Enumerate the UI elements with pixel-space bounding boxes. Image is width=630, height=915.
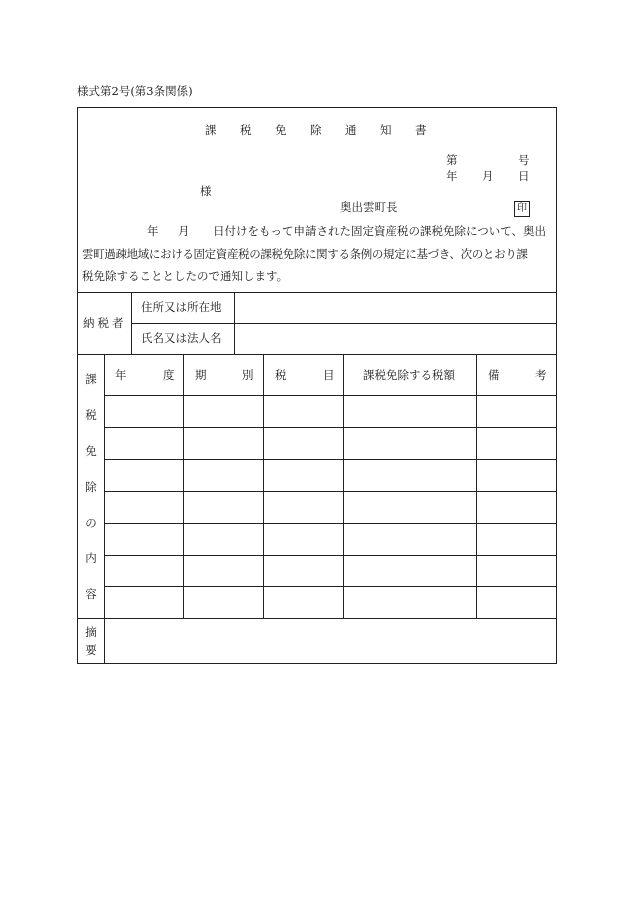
row-rule (104, 555, 557, 556)
title-char: 免 (275, 123, 287, 137)
content-label-char: 内 (85, 551, 97, 565)
col-divider-item (343, 354, 344, 618)
taxpayer-label: 納税者 (83, 316, 127, 330)
column-header-amount: 課税免除する税額 (363, 368, 455, 382)
taxpayer-divider-1 (131, 292, 132, 354)
body-year: 年 (147, 224, 159, 238)
row-rule (104, 459, 557, 460)
number-go: 号 (518, 153, 530, 167)
title-char: 知 (380, 123, 392, 137)
col-divider-year (183, 354, 184, 618)
col-divider-period (263, 354, 264, 618)
taxpayer-bottom-rule (77, 354, 557, 355)
content-label-char: 税 (85, 408, 97, 422)
body-month: 月 (178, 224, 190, 238)
row-rule (104, 491, 557, 492)
date-month: 月 (482, 169, 494, 183)
frame-left (77, 107, 78, 664)
body-line-3: 税免除することとしたので通知します。 (82, 269, 289, 283)
header-char: 目 (323, 368, 335, 382)
content-label-char: 課 (85, 372, 97, 386)
summary-label-char: 要 (85, 643, 97, 657)
name-label: 氏名又は法人名 (141, 331, 222, 345)
form-label: 様式第2号(第3条関係) (77, 84, 193, 98)
summary-label-char: 摘 (85, 625, 97, 639)
title-char: 課 (205, 123, 217, 137)
row-rule (104, 586, 557, 587)
header-char: 度 (163, 368, 175, 382)
col-divider-amount (476, 354, 477, 618)
header-char: 備 (488, 368, 500, 382)
content-label-char: の (85, 516, 97, 530)
title-char: 通 (345, 123, 357, 137)
date-day: 日 (518, 169, 530, 183)
issuer-title: 奥出雲町長 (340, 200, 398, 214)
header-char: 税 (275, 368, 287, 382)
body-line-2: 雲町過疎地域における固定資産税の課税免除に関する条例の規定に基づき、次のとおり課 (82, 247, 528, 261)
content-label-char: 除 (85, 480, 97, 494)
title-char: 書 (415, 123, 427, 137)
frame-bottom (77, 663, 557, 664)
header-rule (104, 395, 557, 396)
header-char: 年 (115, 368, 127, 382)
header-char: 期 (195, 368, 207, 382)
date-year: 年 (446, 169, 458, 183)
header-char: 考 (535, 368, 547, 382)
summary-field (105, 619, 556, 663)
row-rule (104, 427, 557, 428)
frame-right (556, 107, 557, 664)
address-field (235, 293, 556, 323)
header-char: 別 (242, 368, 254, 382)
address-label: 住所又は所在地 (141, 300, 222, 314)
content-label-char: 免 (85, 444, 97, 458)
number-dai: 第 (446, 153, 458, 167)
row-rule (104, 523, 557, 524)
name-field (235, 324, 556, 354)
seal-mark: 印 (514, 201, 530, 217)
frame-top (77, 107, 557, 108)
addressee-suffix: 様 (200, 184, 212, 198)
body-line-1: 日付けをもって申請された固定資産税の課税免除について、奥出 (213, 224, 547, 238)
title-char: 税 (240, 123, 252, 137)
title-char: 除 (310, 123, 322, 137)
content-label-char: 容 (85, 587, 97, 601)
